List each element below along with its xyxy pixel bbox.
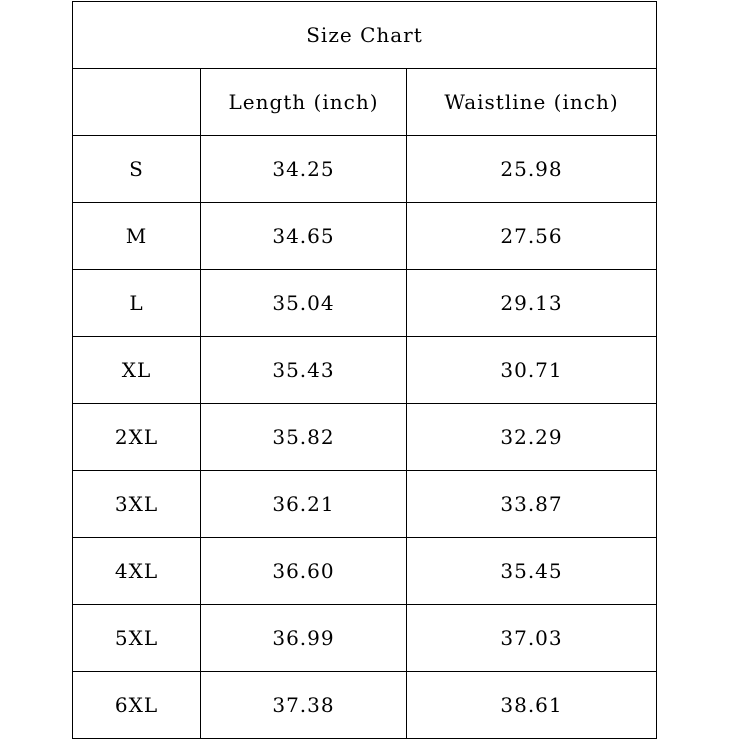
waistline-cell: 27.56 <box>407 203 657 270</box>
waistline-cell: 25.98 <box>407 136 657 203</box>
size-cell: 6XL <box>73 672 201 739</box>
waistline-cell: 32.29 <box>407 404 657 471</box>
waistline-cell: 33.87 <box>407 471 657 538</box>
table-row <box>73 203 657 270</box>
table-row <box>73 605 657 672</box>
table-row <box>73 404 657 471</box>
size-chart-table <box>72 1 657 739</box>
size-cell: S <box>73 136 201 203</box>
table-row <box>73 538 657 605</box>
header-size <box>73 69 201 136</box>
size-cell: 5XL <box>73 605 201 672</box>
size-cell: 4XL <box>73 538 201 605</box>
title-row <box>73 2 657 69</box>
length-cell: 36.99 <box>201 605 407 672</box>
length-cell: 36.60 <box>201 538 407 605</box>
table-row <box>73 471 657 538</box>
size-cell: M <box>73 203 201 270</box>
length-cell: 37.38 <box>201 672 407 739</box>
waistline-cell: 38.61 <box>407 672 657 739</box>
table-row <box>73 672 657 739</box>
waistline-cell: 37.03 <box>407 605 657 672</box>
size-cell: L <box>73 270 201 337</box>
length-cell: 34.65 <box>201 203 407 270</box>
length-cell: 35.43 <box>201 337 407 404</box>
length-cell: 35.04 <box>201 270 407 337</box>
size-cell: 3XL <box>73 471 201 538</box>
table-row <box>73 270 657 337</box>
table-row <box>73 136 657 203</box>
waistline-cell: 29.13 <box>407 270 657 337</box>
header-waistline: Waistline (inch) <box>407 69 657 136</box>
length-cell: 35.82 <box>201 404 407 471</box>
waistline-cell: 35.45 <box>407 538 657 605</box>
size-cell: 2XL <box>73 404 201 471</box>
table-title: Size Chart <box>73 2 657 69</box>
length-cell: 34.25 <box>201 136 407 203</box>
length-cell: 36.21 <box>201 471 407 538</box>
size-cell: XL <box>73 337 201 404</box>
table-row <box>73 337 657 404</box>
header-row <box>73 69 657 136</box>
header-length: Length (inch) <box>201 69 407 136</box>
waistline-cell: 30.71 <box>407 337 657 404</box>
